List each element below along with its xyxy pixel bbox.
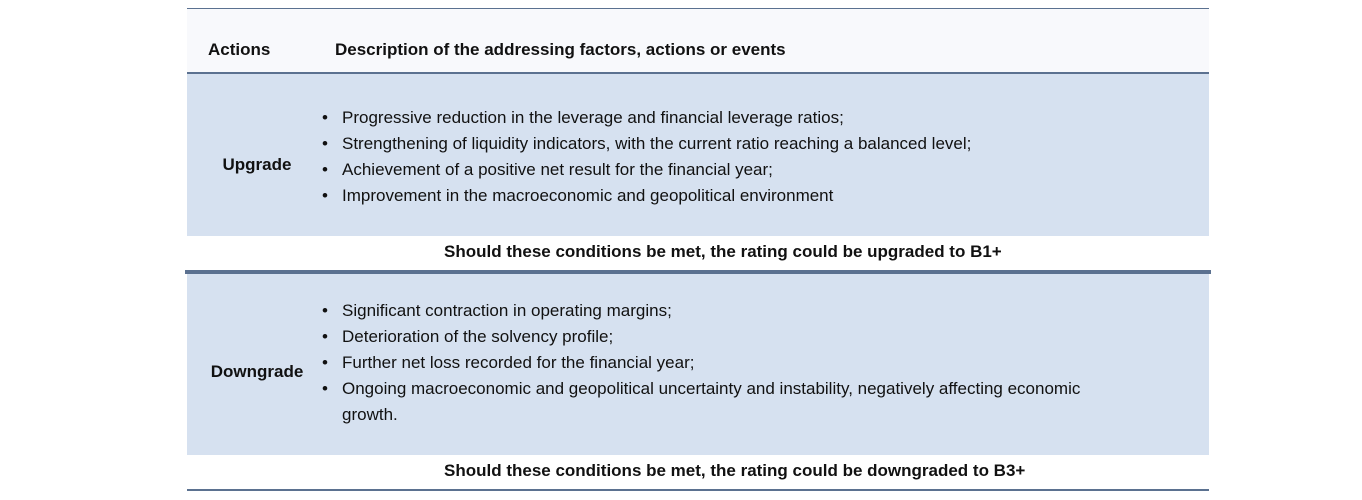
bullet-icon: • bbox=[322, 134, 328, 153]
upgrade-factor-list bbox=[322, 105, 972, 209]
table-header-row bbox=[187, 9, 1209, 72]
upgrade-label: Upgrade bbox=[222, 155, 292, 174]
table-bottom-rule bbox=[187, 489, 1209, 491]
header-description: Description of the addressing factors, actions or events bbox=[335, 40, 786, 59]
factor-text: Significant contraction in operating margins; bbox=[342, 301, 672, 320]
list-item bbox=[322, 183, 971, 209]
factor-text: Deterioration of the solvency profile; bbox=[342, 327, 614, 346]
bullet-icon: • bbox=[322, 108, 328, 127]
list-item bbox=[322, 298, 1082, 324]
factor-text: Ongoing macroeconomic and geopolitical uncertainty and instability, negatively affecting economic growth. bbox=[342, 379, 1081, 424]
list-item bbox=[322, 376, 1082, 428]
downgrade-conclusion: Should these conditions be met, the rating could be downgraded to B3+ bbox=[444, 461, 1026, 480]
upgrade-conclusion: Should these conditions be met, the rating could be upgraded to B1+ bbox=[444, 242, 1002, 261]
bullet-icon: • bbox=[322, 379, 328, 398]
bullet-icon: • bbox=[322, 327, 328, 346]
bullet-icon: • bbox=[322, 353, 328, 372]
factor-text: Progressive reduction in the leverage and financial leverage ratios; bbox=[342, 108, 844, 127]
factor-text: Achievement of a positive net result for the financial year; bbox=[342, 160, 773, 179]
list-item bbox=[322, 131, 972, 157]
upgrade-conclusion-row bbox=[187, 237, 1209, 270]
downgrade-label: Downgrade bbox=[210, 362, 304, 381]
header-actions: Actions bbox=[208, 40, 271, 59]
upgrade-row bbox=[187, 74, 1209, 236]
list-item bbox=[322, 105, 971, 131]
factor-text: Strengthening of liquidity indicators, with the current ratio reaching a balanced level; bbox=[342, 134, 972, 153]
factor-text: Improvement in the macroeconomic and geopolitical environment bbox=[342, 186, 834, 205]
downgrade-factor-list bbox=[322, 298, 1082, 428]
bullet-icon: • bbox=[322, 160, 328, 179]
bullet-icon: • bbox=[322, 186, 328, 205]
factor-text: Further net loss recorded for the financial year; bbox=[342, 353, 695, 372]
rating-action-table bbox=[187, 8, 1209, 492]
list-item bbox=[322, 324, 1082, 350]
bullet-icon: • bbox=[322, 301, 328, 320]
downgrade-row bbox=[187, 274, 1209, 455]
list-item bbox=[322, 350, 1082, 376]
downgrade-conclusion-row bbox=[187, 456, 1209, 489]
list-item bbox=[322, 157, 971, 183]
